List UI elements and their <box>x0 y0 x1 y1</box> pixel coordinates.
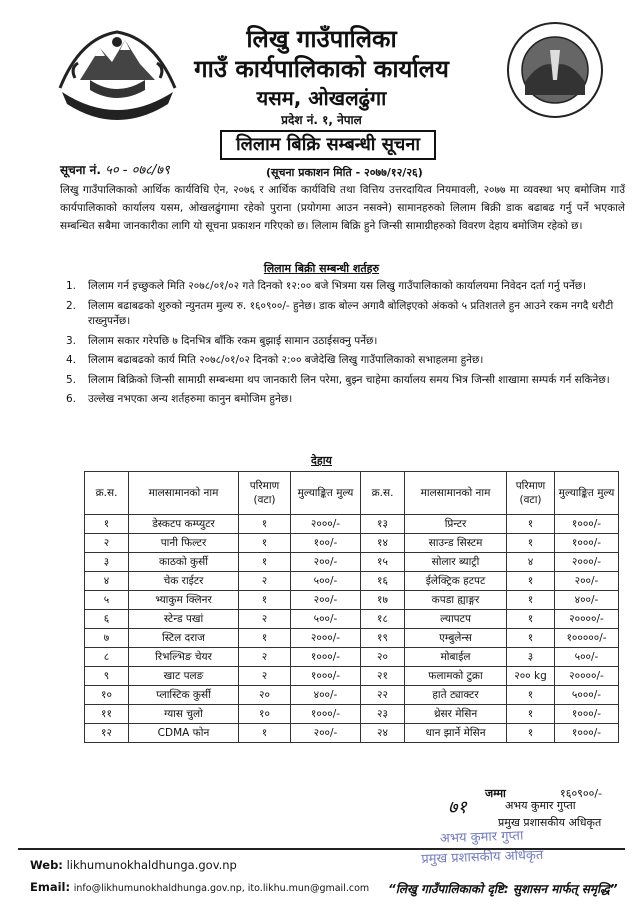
table-row <box>85 724 361 743</box>
cell-qty: १ <box>507 515 555 534</box>
table-row <box>361 572 619 591</box>
table-row <box>361 515 619 534</box>
cell-qty: १ <box>507 534 555 553</box>
footer-web <box>30 858 237 872</box>
cell-qty: १० <box>239 705 291 724</box>
cell-sn: ६ <box>85 610 129 629</box>
column-header-qty: परिमाण (वटा) <box>239 472 291 515</box>
cell-qty: ४ <box>507 553 555 572</box>
cell-qty: १ <box>507 724 555 743</box>
cell-value: १०००००/- <box>555 629 619 648</box>
cell-sn: १ <box>85 515 129 534</box>
table-row <box>85 667 361 686</box>
cell-sn: २३ <box>361 705 405 724</box>
cell-item-name: प्लास्टिक कुर्सी <box>129 686 239 705</box>
total-value: १६०९००/- <box>560 787 602 800</box>
cell-item-name: फलामको टुक्रा <box>405 667 507 686</box>
conditions-title: लिलाम बिक्री सम्बन्धी शर्तहरु <box>263 262 380 275</box>
cell-qty: १ <box>239 591 291 610</box>
cell-value: ५००/- <box>291 572 361 591</box>
cell-qty: १ <box>507 591 555 610</box>
items-table-left <box>84 471 361 743</box>
table-title: देहाय <box>311 454 332 467</box>
footer-divider <box>18 848 625 850</box>
cell-value: २०००/- <box>291 629 361 648</box>
cell-qty: १ <box>239 724 291 743</box>
table-row <box>85 705 361 724</box>
cell-item-name: रिभल्भिङ चेयर <box>129 648 239 667</box>
column-header-sn: क्र.स. <box>85 472 129 515</box>
cell-item-name: एम्बुलेन्स <box>405 629 507 648</box>
header-office-name: गाउँ कार्यपालिकाको कार्यालय <box>194 55 449 83</box>
cell-item-name: डेस्कटप कम्प्युटर <box>129 515 239 534</box>
table-row <box>361 629 619 648</box>
cell-sn: २१ <box>361 667 405 686</box>
cell-value: १०००/- <box>555 534 619 553</box>
cell-sn: १८ <box>361 610 405 629</box>
column-header-value: मुल्याङ्कित मुल्य <box>555 472 619 515</box>
intro-paragraph: लिखु गाउँपालिकाको आर्थिक कार्यविधि ऐन, २०७६ र आर्थिक कार्यविधि तथा वित्तिय उत्तरदायित्व नियमावली, २०७७ मा व्यवस्था भए बमोजिम गाउँ कार्यपालिकाको कार्यालय यसम, ओखलढुंगामा रहेको पुराना (प्रयोगमा आउन नसक्ने) सामानहरुको लिलाम बिक्री डाक बढाबढ गर्नु पर्ने भएकाले सम्बन्धित सबैमा जानकारीका लागि यो सूचना प्रकाशन गरिएको छ। लिलाम बिक्रि हुने जिन्सी सामाग्रीहरुको विवरण देहाय बमोजिम रहेको छ। <box>60 184 625 232</box>
email-label: Email: <box>30 880 71 894</box>
cell-qty: १ <box>507 610 555 629</box>
column-header-qty: परिमाण (वटा) <box>507 472 555 515</box>
header-municipality-name: लिखु गाउँपालिका <box>246 25 397 53</box>
cell-item-name: थ्रेसर मेसिन <box>405 705 507 724</box>
cell-sn: १५ <box>361 553 405 572</box>
column-header-name: मालसामानको नाम <box>129 472 239 515</box>
table-row <box>85 648 361 667</box>
total-label: जम्मा <box>485 787 506 800</box>
cell-item-name: काठको कुर्सी <box>129 553 239 572</box>
cell-value: १०००/- <box>555 724 619 743</box>
cell-item-name: स्टिल दराज <box>129 629 239 648</box>
cell-qty: ३ <box>507 648 555 667</box>
table-row <box>85 591 361 610</box>
cell-item-name: कपडा ह्याङ्गर <box>405 591 507 610</box>
cell-qty: २ <box>239 610 291 629</box>
cell-qty: २० <box>239 686 291 705</box>
cell-sn: १२ <box>85 724 129 743</box>
cell-item-name: भ्याकुम क्लिनर <box>129 591 239 610</box>
cell-qty: १ <box>507 629 555 648</box>
web-link[interactable]: likhumunokhaldhunga.gov.np <box>66 858 237 872</box>
cell-qty: १ <box>239 515 291 534</box>
header-province: प्रदेश नं. १, नेपाल <box>281 113 362 127</box>
cell-value: ४००/- <box>291 686 361 705</box>
cell-sn: २ <box>85 534 129 553</box>
cell-value: १०००/- <box>291 648 361 667</box>
cell-item-name: मोबाईल <box>405 648 507 667</box>
column-header-value: मुल्याङ्कित मुल्य <box>291 472 361 515</box>
web-label: Web: <box>30 858 63 872</box>
cell-sn: १६ <box>361 572 405 591</box>
cell-item-name: CDMA फोन <box>129 724 239 743</box>
table-row <box>361 705 619 724</box>
table-header-row <box>85 472 361 515</box>
cell-sn: ३ <box>85 553 129 572</box>
cell-item-name: चेक राईटर <box>129 572 239 591</box>
table-row <box>85 534 361 553</box>
table-row <box>361 686 619 705</box>
footer-email <box>30 880 369 894</box>
cell-item-name: प्रिन्टर <box>405 515 507 534</box>
publish-date: (सूचना प्रकाशन मिति - २०७७/१२/२६) <box>266 166 423 179</box>
cell-value: २००/- <box>291 591 361 610</box>
table-row <box>85 515 361 534</box>
cell-item-name: खाट पलङ <box>129 667 239 686</box>
cell-value: १०००/- <box>555 705 619 724</box>
cell-value: ४००/- <box>555 591 619 610</box>
cell-value: २००/- <box>291 553 361 572</box>
cell-sn: ८ <box>85 648 129 667</box>
email-link[interactable]: info@likhumunokhaldhunga.gov.np, ito.likhu.mun@gmail.com <box>73 883 370 894</box>
conditions-list <box>60 279 625 412</box>
table-row <box>361 553 619 572</box>
notice-number-value: ५० - ०७८/७९ <box>105 163 170 178</box>
cell-item-name: साउन्ड सिस्टम <box>405 534 507 553</box>
table-row <box>361 591 619 610</box>
cell-value: २००/- <box>555 572 619 591</box>
cell-sn: १९ <box>361 629 405 648</box>
cell-item-name: ग्यास चुलो <box>129 705 239 724</box>
cell-item-name: ल्यापटप <box>405 610 507 629</box>
cell-qty: २ <box>239 572 291 591</box>
cell-item-name: सोलार ब्याट्री <box>405 553 507 572</box>
table-row <box>85 553 361 572</box>
column-header-name: मालसामानको नाम <box>405 472 507 515</box>
condition-item: 4. लिलाम बढाबढको कार्य मिति २०७८/०१/०२ दिनको २:०० बजेदेखि लिखु गाउँपालिकाको सभाहलमा हुनेछ। <box>66 354 484 366</box>
cell-sn: ११ <box>85 705 129 724</box>
cell-qty: २०० kg <box>507 667 555 686</box>
cell-qty: १ <box>239 534 291 553</box>
cell-item-name: धान झार्ने मेसिन <box>405 724 507 743</box>
condition-item: 5. लिलाम बिक्रिको जिन्सी सामाग्री सम्बन्धमा थप जानकारी लिन परेमा, बुझ्न चाहेमा कार्यालय समय भित्र जिन्सी शाखामा सम्पर्क गर्न सकिनेछ। <box>66 373 610 386</box>
cell-qty: १ <box>239 553 291 572</box>
cell-value: २००००/- <box>555 610 619 629</box>
cell-qty: २ <box>239 667 291 686</box>
stamp-name: अभय कुमार गुप्ता <box>439 828 524 847</box>
cell-sn: ५ <box>85 591 129 610</box>
notice-number <box>60 160 170 178</box>
cell-value: ५०००/- <box>555 686 619 705</box>
signatory-title: प्रमुख प्रशासकीय अधिकृत <box>498 816 602 829</box>
cell-sn: ९ <box>85 667 129 686</box>
cell-value: ५००/- <box>555 648 619 667</box>
cell-value: २००/- <box>291 724 361 743</box>
cell-sn: ७ <box>85 629 129 648</box>
cell-item-name: हाते ट्याक्टर <box>405 686 507 705</box>
table-row <box>361 534 619 553</box>
items-table-right <box>360 471 619 743</box>
cell-sn: ४ <box>85 572 129 591</box>
cell-qty: २ <box>239 648 291 667</box>
table-row <box>361 610 619 629</box>
cell-value: १०००/- <box>291 705 361 724</box>
cell-sn: १३ <box>361 515 405 534</box>
footer-slogan: “लिखु गाउँपालिकाको दृष्टि: सुशासन मार्फत् समृद्धि” <box>388 882 618 896</box>
table-row <box>361 724 619 743</box>
handwritten-signature: ७१ <box>448 797 467 818</box>
cell-qty: १ <box>507 705 555 724</box>
condition-item: 1. लिलाम गर्न इच्छुकले मिति २०७८/०१/०२ गते दिनको १२:०० बजे भित्रमा यस लिखु गाउँपालिकाको कार्यालयमा निवेदन दर्ता गर्नु पर्नेछ। <box>66 280 587 292</box>
table-row <box>361 667 619 686</box>
condition-item: 2. लिलाम बढाबढको शुरुको न्युनतम मुल्य रु. १६०९००/- हुनेछ। डाक बोल्न अगावै बोलिइएको अंकको ५ प्रतिशतले हुन आउने रकम नगदै धरौटी राख्नुपर्नेछ। <box>66 299 614 327</box>
stamp-title: प्रमुख प्रशासकीय अधिकृत <box>421 847 544 868</box>
cell-sn: २० <box>361 648 405 667</box>
cell-item-name: पानी फिल्टर <box>129 534 239 553</box>
cell-value: २०००/- <box>291 515 361 534</box>
header-location: यसम, ओखलढुंगा <box>256 86 387 110</box>
cell-value: १०००/- <box>291 667 361 686</box>
condition-item: 3. लिलाम सकार गरेपछि ७ दिनभित्र बाँकि रकम बुझाई सामान उठाईसक्नु पर्नेछ। <box>66 334 378 347</box>
notice-title: लिलाम बिक्रि सम्बन्धी सूचना <box>220 130 436 160</box>
cell-qty: १ <box>239 629 291 648</box>
cell-sn: १४ <box>361 534 405 553</box>
table-header-row <box>361 472 619 515</box>
condition-item: 6. उल्लेख नभएका अन्य शर्तहरुमा कानुन बमोजिम हुनेछ। <box>66 393 293 405</box>
cell-value: १००/- <box>291 534 361 553</box>
table-row <box>361 648 619 667</box>
cell-item-name: ईलेक्ट्रिक हटपट <box>405 572 507 591</box>
table-row <box>85 686 361 705</box>
cell-qty: १ <box>507 686 555 705</box>
cell-sn: १७ <box>361 591 405 610</box>
cell-value: १०००/- <box>555 515 619 534</box>
cell-value: ५००/- <box>291 610 361 629</box>
table-row <box>85 629 361 648</box>
column-header-sn: क्र.स. <box>361 472 405 515</box>
cell-value: २०००/- <box>555 553 619 572</box>
cell-sn: २२ <box>361 686 405 705</box>
cell-value: २००००/- <box>555 667 619 686</box>
notice-number-label: सूचना नं. <box>60 163 101 177</box>
table-row <box>85 572 361 591</box>
cell-qty: १ <box>507 572 555 591</box>
cell-sn: २४ <box>361 724 405 743</box>
cell-sn: १० <box>85 686 129 705</box>
table-row <box>85 610 361 629</box>
cell-item-name: स्टेन्ड पखां <box>129 610 239 629</box>
signatory-name: अभय कुमार गुप्ता <box>505 799 576 812</box>
